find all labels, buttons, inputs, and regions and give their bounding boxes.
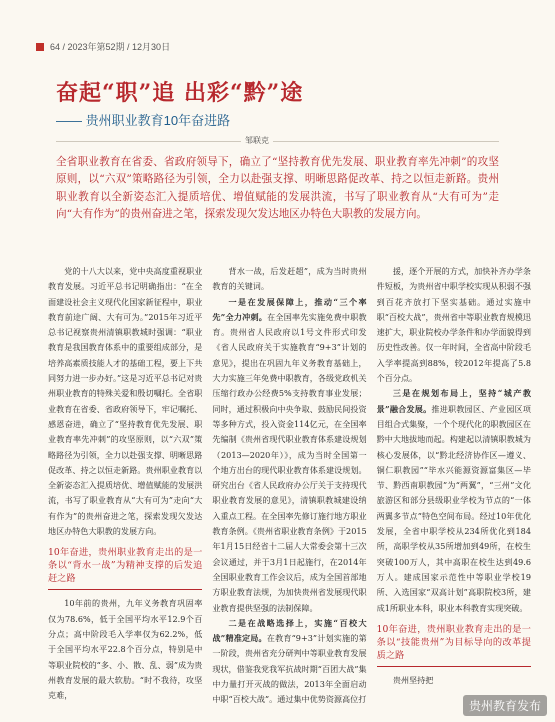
emphasis-lead: 二是在战略选择上，实施“百校大战”精准定局。 — [212, 617, 367, 644]
article-body — [48, 264, 531, 714]
paragraph — [212, 616, 366, 708]
divider — [56, 141, 499, 142]
paragraph: 援，逐个开展的方式，加快补齐办学条件短板，为贵州省中职学校实现从积弱不强到百花齐放打下坚实基础。通过实施中职“百校大战”，贵州省中等职业教育规模迅速扩大，职业院校办学条件和办学面貌得到历史性改善。仅一年时间，全省高中阶段毛入学率提高到88%，较2012年提高了5.8个百分点。 — [376, 266, 531, 384]
section-heading: 10年奋进，贵州职业教育走出的是一条以“背水一战”为精神支撑的后发追赶之路 — [48, 546, 202, 590]
watermark: 贵州教育发布 — [463, 695, 547, 716]
paragraph: 党的十八大以来，党中央高度重视职业教育发展。习近平总书记明确指出：“在全面建设社会主义现代化国家新征程中，职业教育前途广阔、大有可为。”2015年习近平总书记视察贵州清镇职教城时强调：“职业教育是我国教育体系中的重要组成部分，是培养高素质技能人才的基础工程，要上下共同努力进一步办好。”这是习近平总书记对贵州职业教育的特殊关爱和殷切嘱托。全省职业教育在省委、省政府领导下，牢记嘱托、感恩奋进，确立了“坚持教育优先发展、职业教育率先冲刺”的攻坚原则，以“六双”策略路径为引领，全力以赴强支撑、明晰思路促改革、持之以恒走新路。贵州职业教育以全新姿态汇入提质培优、增值赋能的发展洪流，书写了职业教育从“大有可为”走向“大有作为”的贵州奋进之笔，探索发现欠发达地区办特色大职教的发展方向。 — [48, 266, 203, 537]
paragraph — [212, 295, 366, 616]
article-author: 邹联克 — [241, 135, 273, 146]
paragraph: 背水一战，后发赶超”，成为当时贵州教育的关键词。 — [212, 266, 367, 292]
paragraph-text: 在全国率先实施免费中职教育。贵州省人民政府以1号文件形式印发《省人民政府关于实施教育“9+3”计划的意见》，提出在巩固九年义务教育基础上，大力实施三年免费中职教育，各级党政机关压缩行政办公经费5%支持教育事业发展；同时，通过积极向中央争取、鼓励民间投资等多种方式，投入资金114亿元，在全国率先编制《贵州省现代职业教育体系建设规划（2013—2020年）》，成为当时全国第一个地方出台的现代职业教育体系建设规划。研究出台《省人民政府办公厅关于支持现代职业教育发展的意见》，清镇职教城建设纳入重点工程。在全国率先修订施行地方职业教育条例。《贵州省职业教育条例》于2015年1月15日经省十二届人大常委会第十三次会议通过，并于3月1日起施行，在2014年全国职业教育工作会议后，成为全国首部地方职业教育法规，为加快贵州省发展现代职业教育提供坚强的法制保障。 — [212, 311, 367, 613]
column-3 — [377, 264, 531, 714]
article-subtitle: —— 贵州职业教育10年奋进路 — [56, 113, 231, 128]
header-marker-icon — [36, 43, 44, 51]
paragraph-text: 推进职教园区、产业园区项目组合式集聚，一个个现代化的职教园区在黔中大地拔地而起。构建起以清镇职教城为核心发展体，以“黔北经济协作区—遵义、铜仁职教园”“毕水兴能源资源富集区—毕节、黔西南职教园”为“两翼”，“三州”文化旅游区和部分县级职业学校为节点的“一体两翼多节点”特色空间布局。经过10年优化发展，全省中职学校从234所优化到184所，高职学校从35所增加到49所，在校生突破100万人，其中高职在校生达到49.6万人。建成国家示范性中等职业学校19所、入选国家“双高计划”高职院校3所，建成1所职业本科，职业本科教育实现突破。 — [376, 403, 531, 613]
page-header — [36, 40, 170, 53]
article-lead: 全省职业教育在省委、省政府领导下，确立了“坚持教育优先发展、职业教育率先冲刺”的攻坚原则，以“六双”策略路径为引领，全力以赴强支撑、明晰思路促改革、持之以恒走新路。贵州职业教育以全新姿态汇入提质培优、增值赋能的发展洪流，书写了职业教育从“大有可为”走向“大有作为”的贵州奋进之笔，探索发现欠发达地区办特色大职教的发展方向。 — [56, 156, 499, 221]
paragraph: 贵州坚持把 — [392, 674, 434, 685]
paragraph — [377, 386, 531, 615]
column-1 — [48, 264, 202, 714]
emphasis-lead: 三是在规划布局上，坚持“城产教景”融合发展。 — [376, 388, 531, 414]
emphasis-lead: 一是在发展保障上，推动“三个率先”全力冲刺。 — [212, 296, 367, 322]
paragraph: 10年前的贵州，九年义务教育巩固率仅为78.6%，低于全国平均水平12.9个百分点；高中阶段毛入学率仅为62.2%，低于全国平均水平22.8个百分点，特别是中等职业院校的“多、小、散、乱、弱”成为贵州教育发展的最大软肋。“时不我待，攻坚克难， — [48, 598, 203, 701]
section-heading: 10年奋进，贵州职业教育走出的是一条以“技能贵州”为目标导向的改革提质之路 — [377, 623, 531, 667]
page-info: 64 / 2023年第52期 / 12月30日 — [50, 42, 171, 52]
column-2 — [212, 264, 366, 714]
article-title: 奋起“职”追 出彩“黔”途 — [56, 80, 304, 106]
paragraph-text: 在教育“9+3”计划实施的第一阶段，贵州省充分研判中等职业教育发展现状，借鉴我党我军抗战时期“百团大战”集中力量打开灭战的做法，2013年全面启动中职“百校大战”。通过集中优势资源高位打 — [212, 633, 367, 705]
